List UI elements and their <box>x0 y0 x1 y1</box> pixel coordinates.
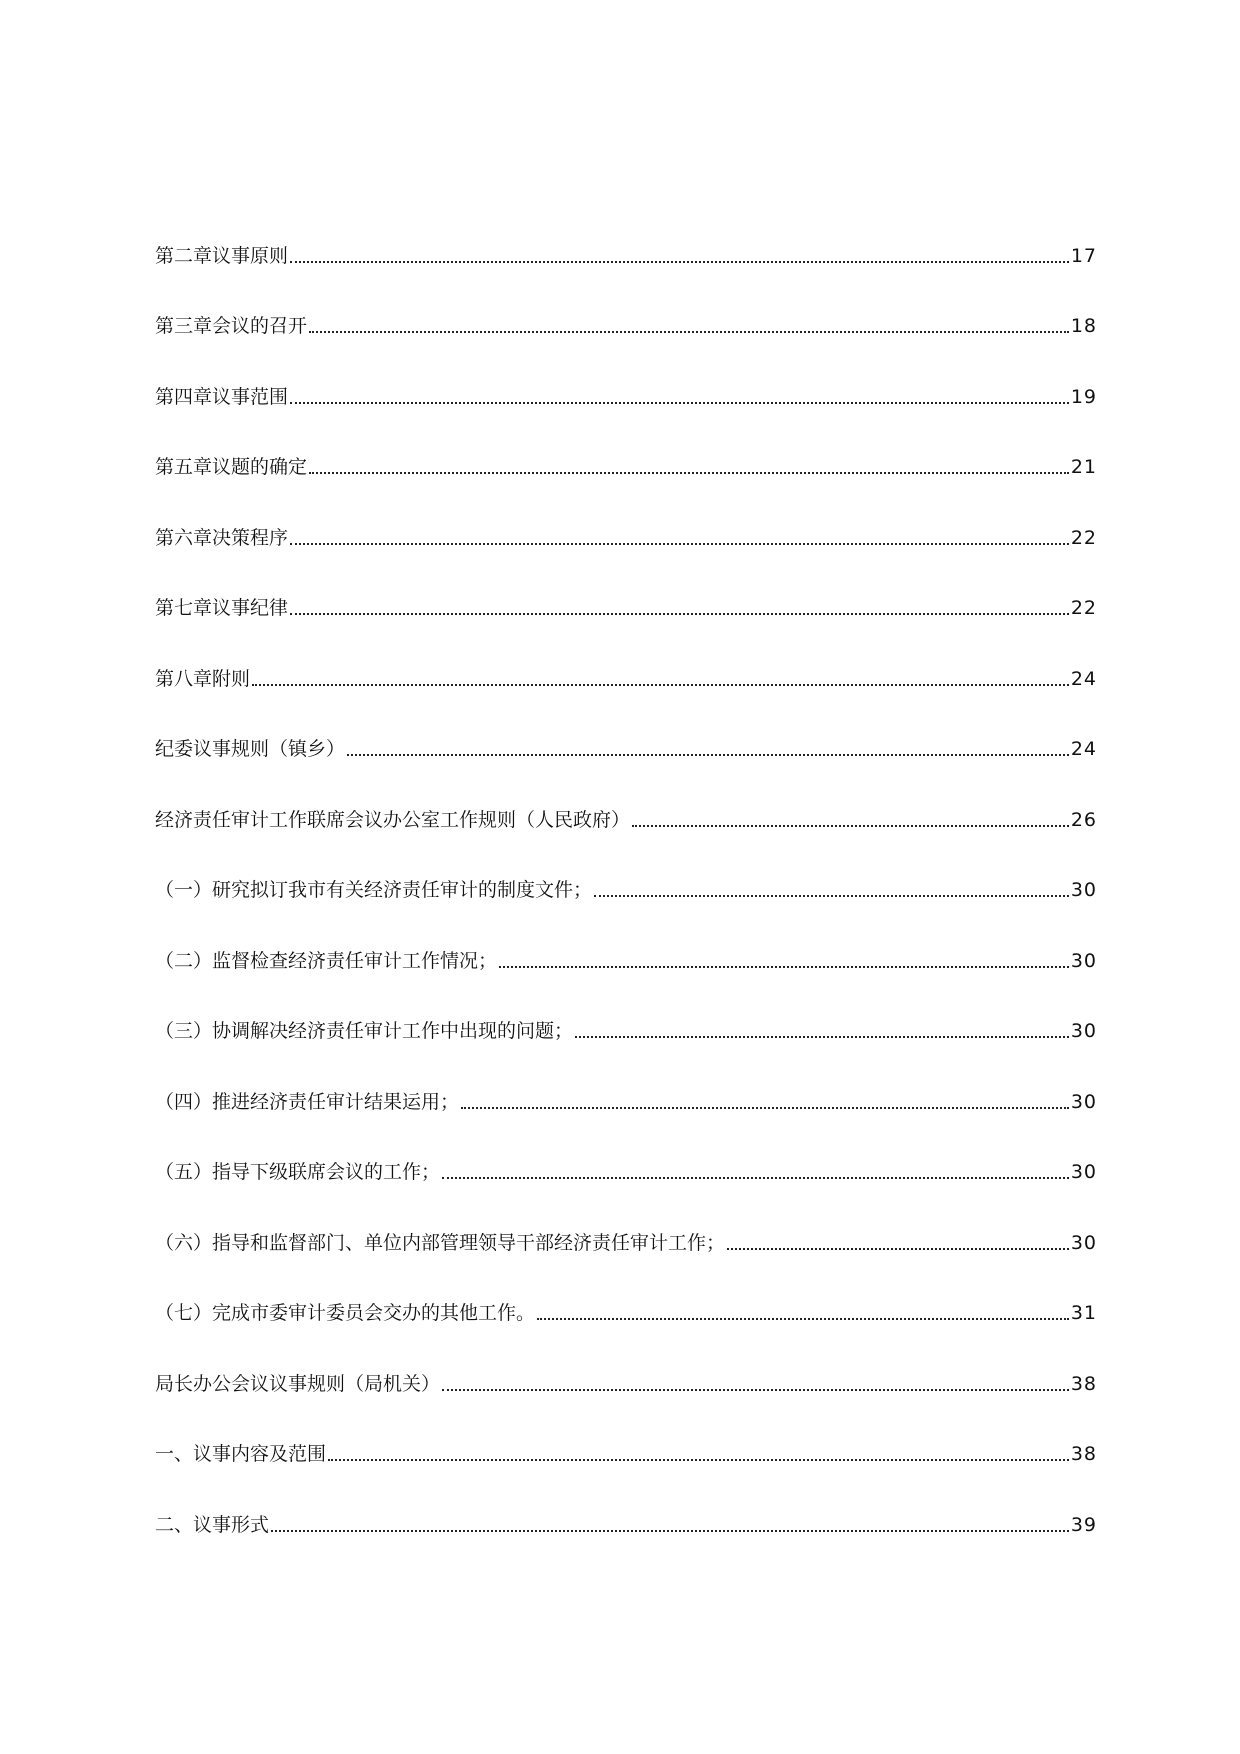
toc-entry-title: （五）指导下级联席会议的工作； <box>155 1161 441 1183</box>
toc-entry[interactable] <box>155 832 1097 903</box>
toc-entry[interactable] <box>155 479 1097 550</box>
toc-entry-title: 纪委议事规则（镇乡） <box>155 738 346 760</box>
toc-entry-page-number: 30 <box>1070 1020 1097 1042</box>
toc-dot-leader <box>290 261 1069 263</box>
toc-entry-page-number: 39 <box>1070 1513 1097 1536</box>
toc-entry[interactable] <box>155 902 1097 973</box>
toc-dot-leader <box>727 1248 1069 1250</box>
toc-entry-title: 第二章议事原则 <box>155 244 289 267</box>
toc-dot-leader <box>575 1036 1069 1038</box>
toc-dot-leader <box>290 613 1069 615</box>
toc-entry[interactable] <box>155 1325 1097 1396</box>
toc-entry-title: 二、议事形式 <box>155 1513 270 1536</box>
toc-entry-title: 局长办公会议议事规则（局机关） <box>155 1372 441 1395</box>
toc-entry-title: （二）监督检查经济责任审计工作情况； <box>155 949 498 972</box>
toc-entry-title: 第三章会议的召开 <box>155 315 308 337</box>
toc-entry[interactable] <box>155 691 1097 762</box>
toc-dot-leader <box>309 331 1069 333</box>
toc-dot-leader <box>290 402 1069 404</box>
toc-entry[interactable] <box>155 620 1097 691</box>
toc-dot-leader <box>328 1459 1069 1461</box>
toc-entry-page-number: 26 <box>1070 808 1097 831</box>
toc-entry-title: （六）指导和监督部门、单位内部管理领导干部经济责任审计工作； <box>155 1231 726 1254</box>
toc-entry[interactable] <box>155 1043 1097 1114</box>
toc-entry[interactable] <box>155 338 1097 409</box>
toc-dot-leader <box>537 1318 1069 1320</box>
toc-entry-page-number: 30 <box>1070 879 1097 901</box>
toc-entry-page-number: 38 <box>1070 1443 1097 1465</box>
toc-entry[interactable] <box>155 409 1097 480</box>
toc-entry-page-number: 17 <box>1070 244 1097 267</box>
toc-entry-page-number: 30 <box>1070 1161 1097 1183</box>
toc-dot-leader <box>594 895 1069 897</box>
toc-dot-leader <box>461 1107 1069 1109</box>
toc-entry-title: 第五章议题的确定 <box>155 456 308 478</box>
toc-dot-leader <box>632 825 1069 827</box>
toc-dot-leader <box>347 754 1069 756</box>
toc-entry-page-number: 30 <box>1070 1090 1097 1113</box>
toc-entry[interactable] <box>155 1396 1097 1467</box>
toc-dot-leader <box>290 543 1069 545</box>
toc-entry-title: （一）研究拟订我市有关经济责任审计的制度文件； <box>155 879 593 901</box>
toc-entry[interactable] <box>155 1466 1097 1537</box>
toc-entry-page-number: 21 <box>1070 456 1097 478</box>
toc-entry-page-number: 22 <box>1070 597 1097 619</box>
toc-entry-title: 第四章议事范围 <box>155 385 289 408</box>
toc-entry-title: 第六章决策程序 <box>155 526 289 549</box>
toc-entry-title: 经济责任审计工作联席会议办公室工作规则（人民政府） <box>155 808 631 831</box>
toc-dot-leader <box>252 684 1069 686</box>
toc-entry[interactable] <box>155 197 1097 268</box>
toc-entry[interactable] <box>155 268 1097 339</box>
toc-entry-title: （四）推进经济责任审计结果运用； <box>155 1090 460 1113</box>
toc-entry[interactable] <box>155 550 1097 621</box>
toc-dot-leader <box>442 1177 1069 1179</box>
toc-entry-page-number: 30 <box>1070 1231 1097 1254</box>
toc-entry[interactable] <box>155 1114 1097 1185</box>
toc-entry[interactable] <box>155 1255 1097 1326</box>
toc-entry[interactable] <box>155 973 1097 1044</box>
toc-dot-leader <box>271 1530 1069 1532</box>
toc-entry-title: （三）协调解决经济责任审计工作中出现的问题； <box>155 1020 574 1042</box>
toc-entry-title: 第七章议事纪律 <box>155 597 289 619</box>
toc-entry-page-number: 31 <box>1070 1302 1097 1324</box>
toc-entry-page-number: 19 <box>1070 385 1097 408</box>
toc-entry-page-number: 38 <box>1070 1372 1097 1395</box>
toc-dot-leader <box>442 1389 1069 1391</box>
toc-entry-page-number: 30 <box>1070 949 1097 972</box>
toc-entry-page-number: 24 <box>1070 667 1097 690</box>
toc-entry-title: （七）完成市委审计委员会交办的其他工作。 <box>155 1302 536 1324</box>
toc-entry-page-number: 24 <box>1070 738 1097 760</box>
toc-entry-page-number: 18 <box>1070 315 1097 337</box>
toc-dot-leader <box>499 966 1069 968</box>
toc-entry-title: 一、议事内容及范围 <box>155 1443 327 1465</box>
toc-entry-title: 第八章附则 <box>155 667 251 690</box>
toc-entry[interactable] <box>155 1184 1097 1255</box>
toc-dot-leader <box>309 472 1069 474</box>
toc-entry-page-number: 22 <box>1070 526 1097 549</box>
toc-entry[interactable] <box>155 761 1097 832</box>
table-of-contents <box>155 197 1097 1537</box>
